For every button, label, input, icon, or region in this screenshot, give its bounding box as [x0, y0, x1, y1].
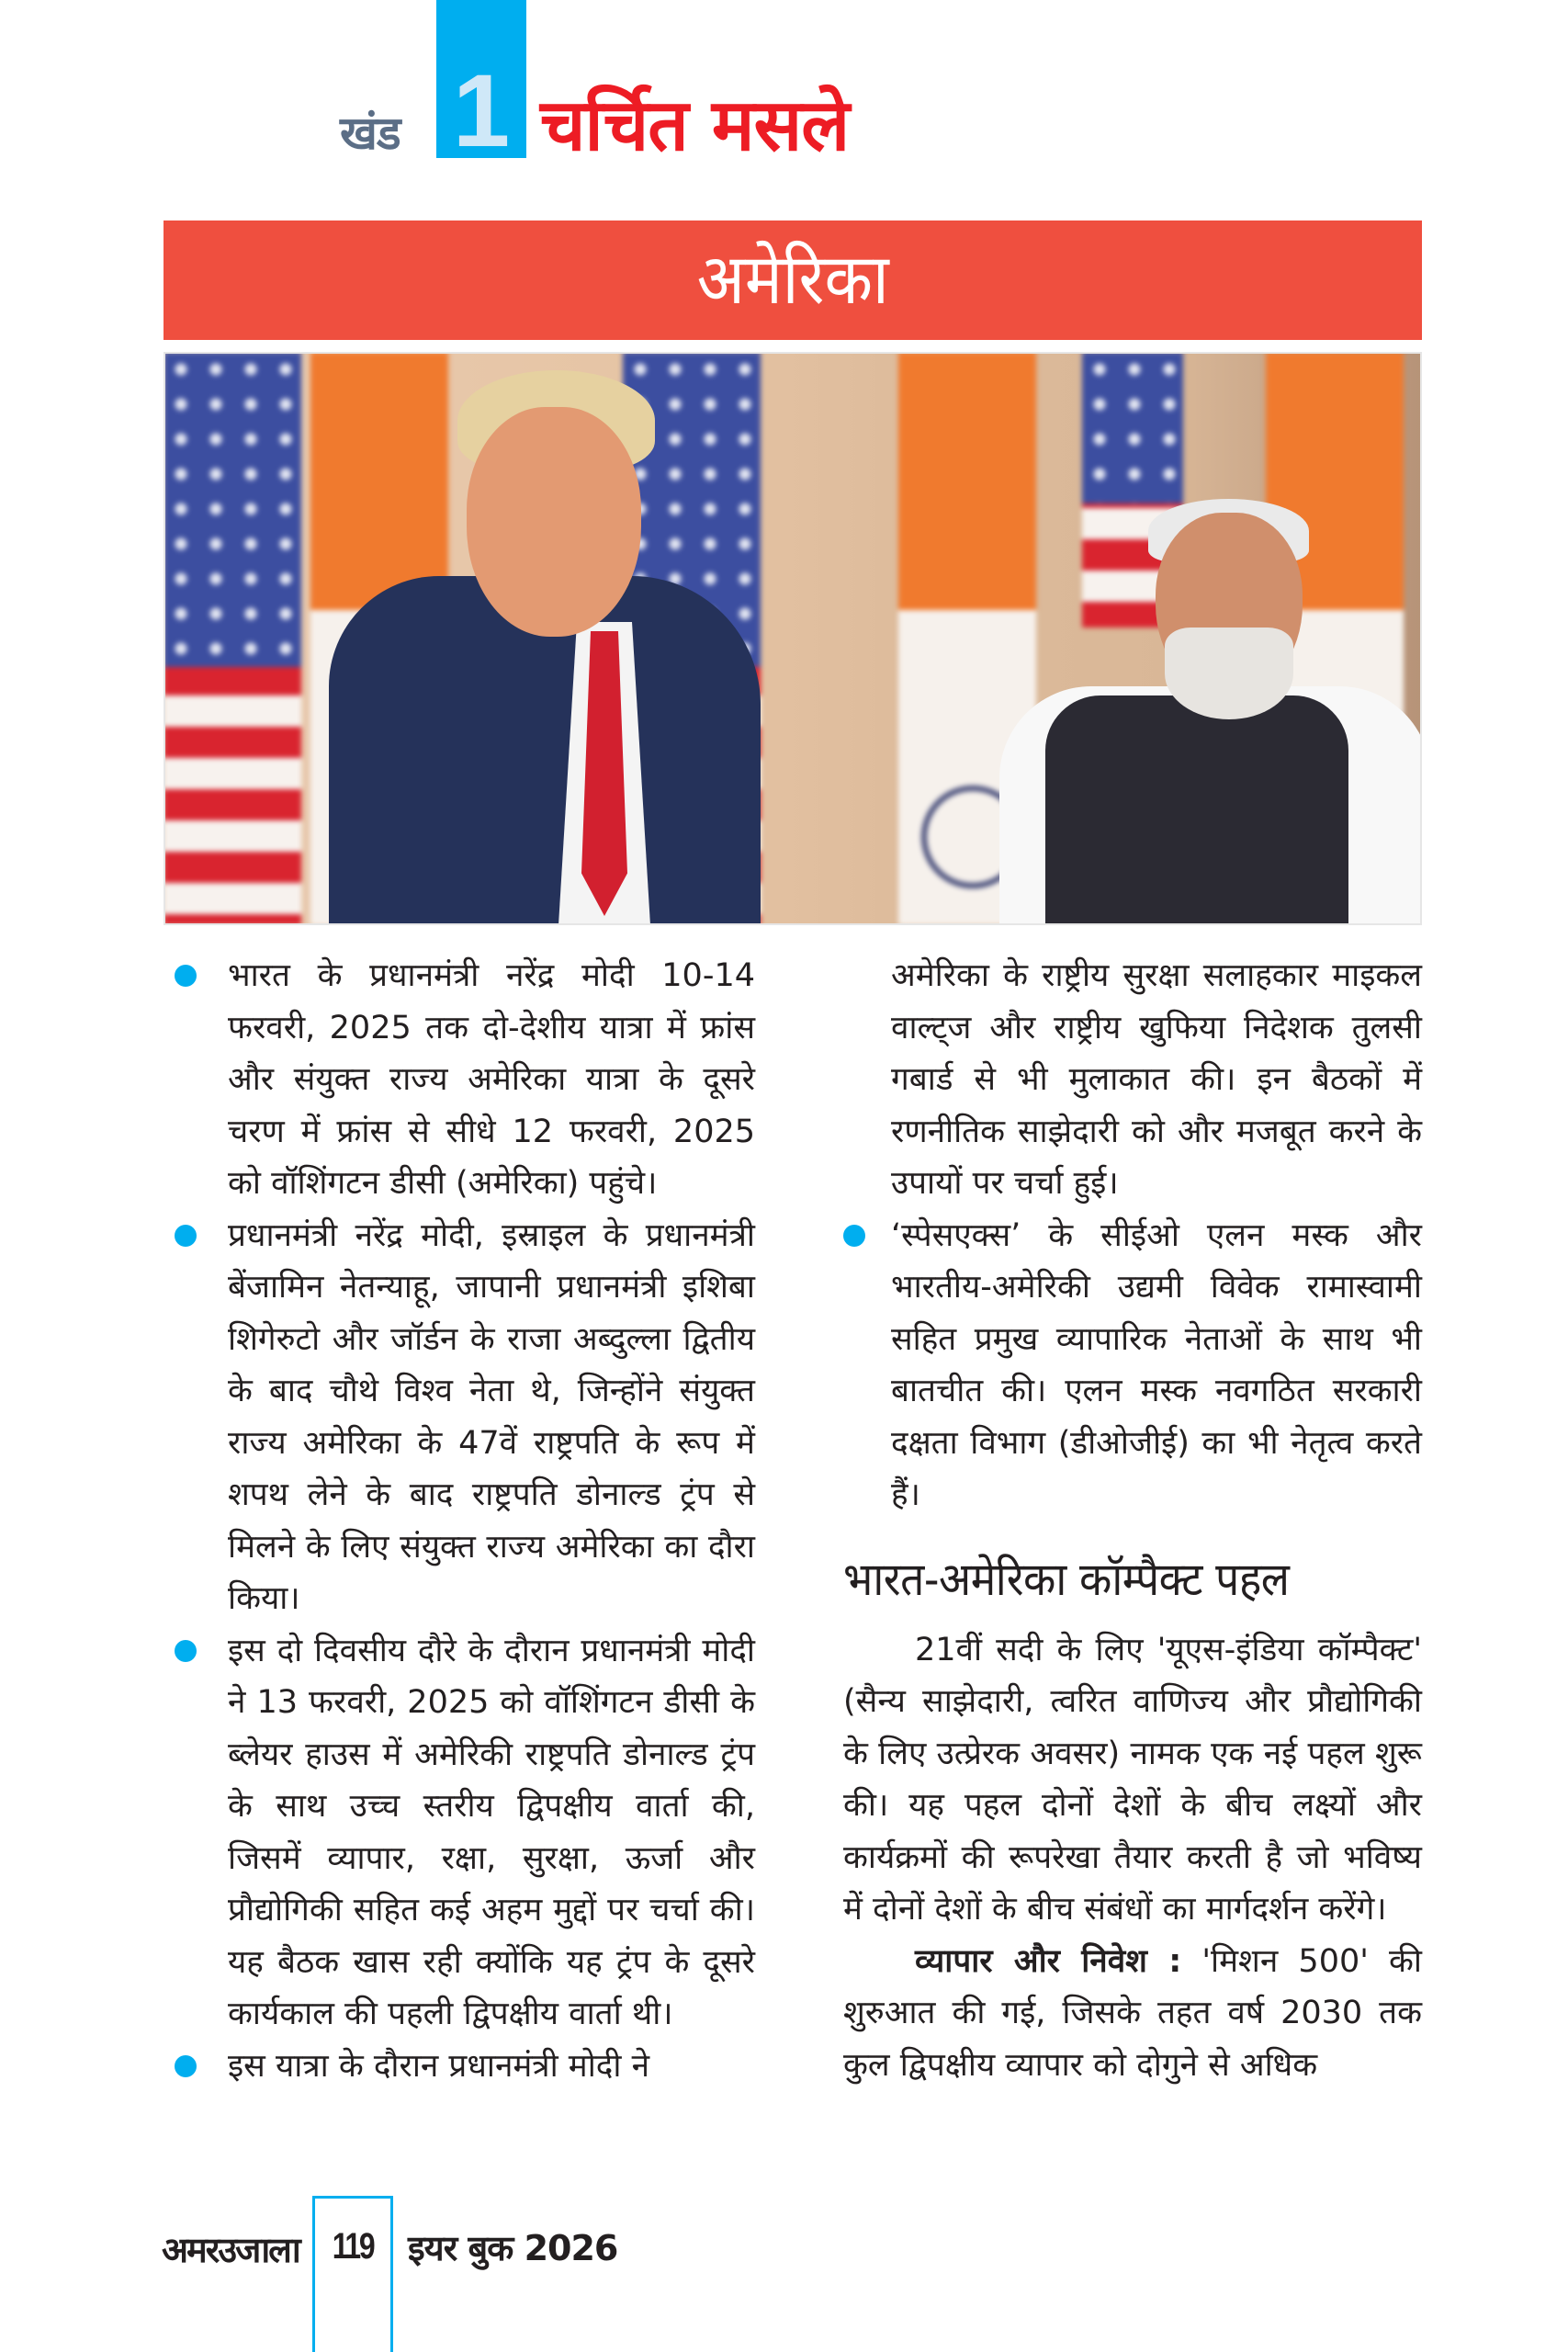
bullet-text: भारत के प्रधानमंत्री नरेंद्र मोदी 10-14 फरवरी, 2025 तक दो-देशीय यात्रा में फ्रांस और संयुक्त राज्य अमेरिका यात्रा के दूसरे चरण में फ्रांस से सीधे 12 फरवरी, 2025 को वॉशिंगटन डीसी (अमेरिका) पहुंचे। [228, 957, 755, 1202]
page-footer [0, 2187, 1568, 2352]
section-name: चर्चित मसले [540, 85, 850, 167]
bullet-continuation [843, 950, 1422, 1210]
bullet-text: प्रधानमंत्री नरेंद्र मोदी, इस्राइल के प्रधानमंत्री बेंजामिन नेतन्याहू, जापानी प्रधानमंत्री इशिबा शिगेरुटो और जॉर्डन के राजा अब्दुल्ला द्वितीय के बाद चौथे विश्व नेता थे, जिन्होंने संयुक्त राज्य अमेरिका के 47वें राष्ट्रपति के रूप में शपथ लेने के बाद राष्ट्रपति डोनाल्ड ट्रंप से मिलने के लिए संयुक्त राज्य अमेरिका का दौरा किया। [228, 1216, 755, 1617]
title-banner [164, 220, 1422, 340]
person-right-beard [1165, 628, 1293, 719]
right-column [843, 950, 1422, 2091]
leaders-photo [164, 352, 1422, 925]
bullet-icon [175, 965, 197, 987]
page-number: 119 [332, 2226, 374, 2267]
section-label: खंड [340, 107, 400, 160]
bullet-icon [843, 1225, 865, 1247]
publication-title: इयर बुक 2026 [408, 2228, 618, 2268]
page-number-box [312, 2196, 393, 2352]
section-number-box [436, 0, 526, 168]
bullet-point [175, 1625, 755, 2041]
section-header [0, 0, 1568, 168]
paragraph-lead: व्यापार और निवेश : [915, 1942, 1182, 1980]
paragraph-text: 21वीं सदी के लिए 'यूएस-इंडिया कॉम्पैक्ट' (सैन्य साझेदारी, त्वरित वाणिज्य और प्रौद्योगिकी के लिए उत्प्रेरक अवसर) नामक एक नई पहल शुरू की। यह पहल दोनों देशों के बीच लक्ष्यों और कार्यक्रमों की रूपरेखा तैयार करती है जो भविष्य में दोनों देशों के बीच संबंधों का मार्गदर्शन करेंगे। [843, 1631, 1422, 1928]
bullet-icon [175, 2055, 197, 2077]
bullet-point [175, 1210, 755, 1625]
paragraph [843, 1936, 1422, 2092]
person-left-face [467, 407, 641, 637]
bullet-text: इस यात्रा के दौरान प्रधानमंत्री मोदी ने [228, 2047, 649, 2085]
us-flag [164, 352, 301, 925]
section-subheading: भारत-अमेरिका कॉम्पैक्ट पहल [843, 1552, 1290, 1606]
bullet-icon [175, 1225, 197, 1247]
section-number: 1 [452, 53, 511, 168]
left-column [175, 950, 755, 2092]
bullet-text: इस दो दिवसीय दौरे के दौरान प्रधानमंत्री मोदी ने 13 फरवरी, 2025 को वॉशिंगटन डीसी के ब्लेयर हाउस में अमेरिकी राष्ट्रपति डोनाल्ड ट्रंप के साथ उच्च स्तरीय द्विपक्षीय वार्ता की, जिसमें व्यापार, रक्षा, सुरक्षा, ऊर्जा और प्रौद्योगिकी सहित कई अहम मुद्दों पर चर्चा की। यह बैठक खास रही क्योंकि यह ट्रंप के दूसरे कार्यकाल की पहली द्विपक्षीय वार्ता थी। [228, 1632, 755, 2032]
bullet-point [175, 950, 755, 1210]
bullet-point [175, 2041, 755, 2093]
page-title: अमेरिका [696, 241, 889, 319]
bullet-text: ‘स्पेसएक्स’ के सीईओ एलन मस्क और भारतीय-अमेरिकी उद्यमी विवेक रामास्वामी सहित प्रमुख व्यापारिक नेताओं के साथ भी बातचीत की। एलन मस्क नवगठित सरकारी दक्षता विभाग (डीओजीई) का भी नेतृत्व करते हैं। [891, 1216, 1422, 1513]
bullet-text: अमेरिका के राष्ट्रीय सुरक्षा सलाहकार माइकल वाल्ट्ज और राष्ट्रीय खुफिया निदेशक तुलसी गबार्ड से भी मुलाकात की। इन बैठकों में रणनीतिक साझेदारी को और मजबूत करने के उपायों पर चर्चा हुई। [891, 957, 1422, 1202]
paragraph [843, 1624, 1422, 1936]
publisher-logo: अमरउजाला [162, 2230, 299, 2270]
person-right-vest [1045, 695, 1348, 925]
bullet-point [843, 1210, 1422, 1521]
bullet-icon [175, 1640, 197, 1662]
paragraph-text: 'मिशन 500' की शुरुआत की गई, जिसके तहत वर्ष 2030 तक कुल द्विपक्षीय व्यापार को दोगुने से अधिक [843, 1942, 1422, 2084]
